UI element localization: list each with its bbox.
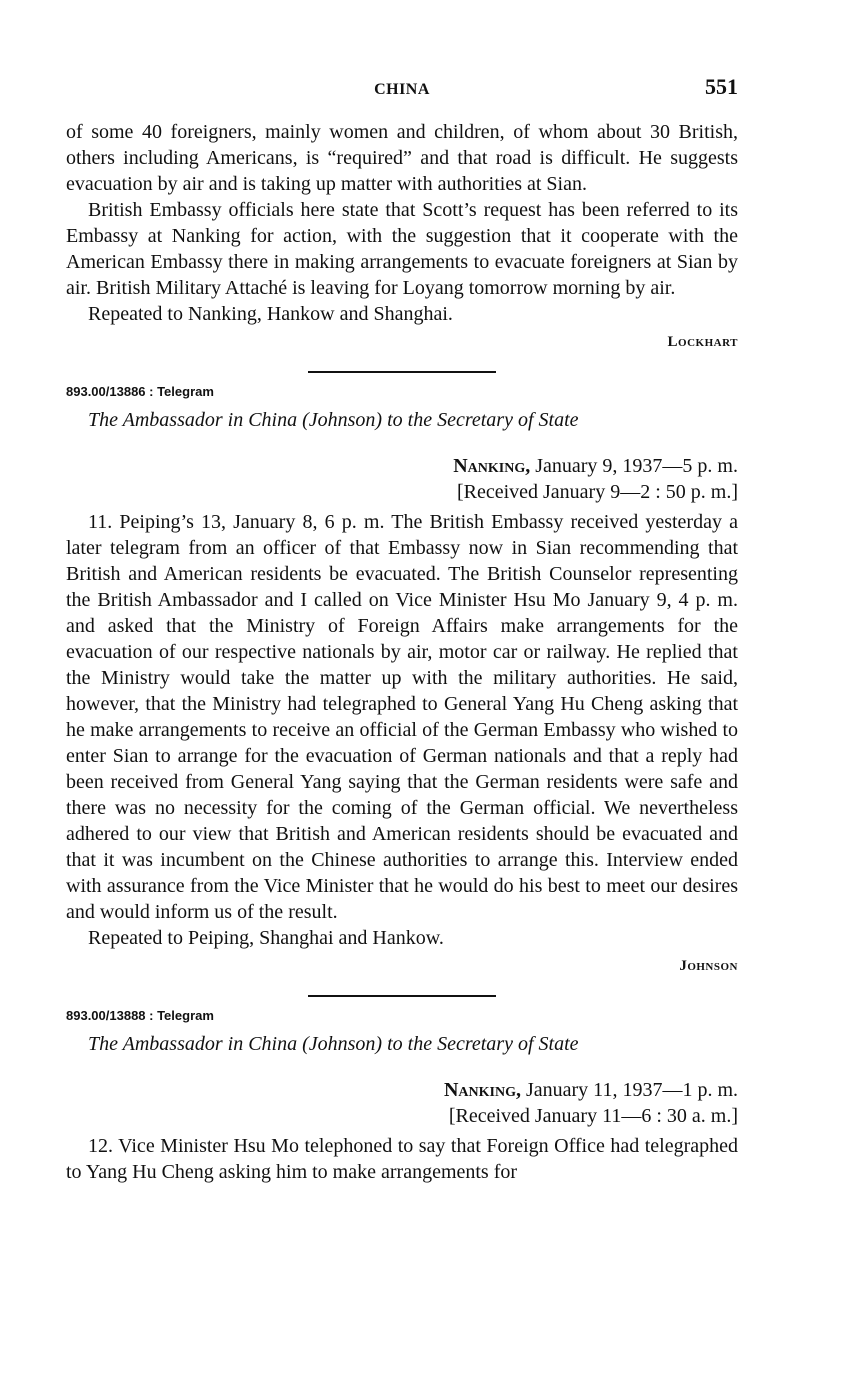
dateline-place: Nanking, <box>453 455 531 477</box>
running-head <box>66 74 738 102</box>
section-divider <box>308 995 496 997</box>
paragraph: Repeated to Nanking, Hankow and Shanghai. <box>88 303 453 325</box>
document-body <box>66 119 738 1185</box>
paragraph: 12. Vice Minister Hsu Mo telephoned to say that Foreign Office had telegraphed to Yang Hu Cheng asking him to make arrangements for <box>66 1135 738 1183</box>
document-heading: The Ambassador in China (Johnson) to the Secretary of State <box>88 409 579 431</box>
signature-lockhart: Lockhart <box>667 334 738 350</box>
paragraph: Repeated to Peiping, Shanghai and Hankow. <box>88 927 444 949</box>
document-heading: The Ambassador in China (Johnson) to the Secretary of State <box>88 1033 579 1055</box>
signature-johnson: Johnson <box>679 958 738 974</box>
running-title: CHINA <box>374 81 430 98</box>
page-number: 551 <box>705 74 738 99</box>
section-divider <box>308 371 496 373</box>
paragraph: British Embassy officials here state that Scott’s request has been referred to its Embassy at Nanking for action, with the suggestion that it cooperate with the American Embassy there in making arrangements to evacuate foreigners at Sian by air. British Military Attaché is leaving for Loyang tomorrow morning by air. <box>66 199 738 299</box>
received-line: [Received January 9—2 : 50 p. m.] <box>456 481 738 503</box>
received-line: [Received January 11—6 : 30 a. m.] <box>448 1105 738 1127</box>
dateline-date: January 9, 1937—5 p. m. <box>530 455 738 477</box>
file-number: 893.00/13888 : Telegram <box>66 1008 214 1023</box>
dateline-date: January 11, 1937—1 p. m. <box>520 1079 738 1101</box>
paragraph: of some 40 foreigners, mainly women and children, of whom about 30 British, others including Americans, is “required” and that road is difficult. He suggests evacuation by air and is taking up matter with authorities at Sian. <box>66 121 738 195</box>
paragraph: 11. Peiping’s 13, January 8, 6 p. m. The British Embassy received yesterday a later telegram from an officer of that Embassy now in Sian recommending that British and American residents be evacuated. The British Counselor representing the British Ambassador and I called on Vice Minister Hsu Mo January 9, 4 p. m. and asked that the Ministry of Foreign Affairs make arrangements for the evacuation of our respective nationals by air, motor car or railway. He replied that the Ministry would take the matter up with the military authorities. He said, however, that the Ministry had telegraphed to General Yang Hu Cheng asking that he make arrangements to receive an official of the German Embassy who wished to enter Sian to arrange for the evacuation of German nationals and that a reply had been received from General Yang saying that the German residents were safe and there was no necessity for the coming of the German official. We nevertheless adhered to our view that British and American residents should be evacuated and that it was incumbent on the Chinese authorities to arrange this. Interview ended with assurance from the Vice Minister that he would do his best to meet our desires and would inform us of the result. <box>66 511 738 923</box>
dateline <box>66 453 738 479</box>
dateline <box>66 1077 738 1103</box>
file-number: 893.00/13886 : Telegram <box>66 384 214 399</box>
dateline-place: Nanking, <box>443 1079 521 1101</box>
